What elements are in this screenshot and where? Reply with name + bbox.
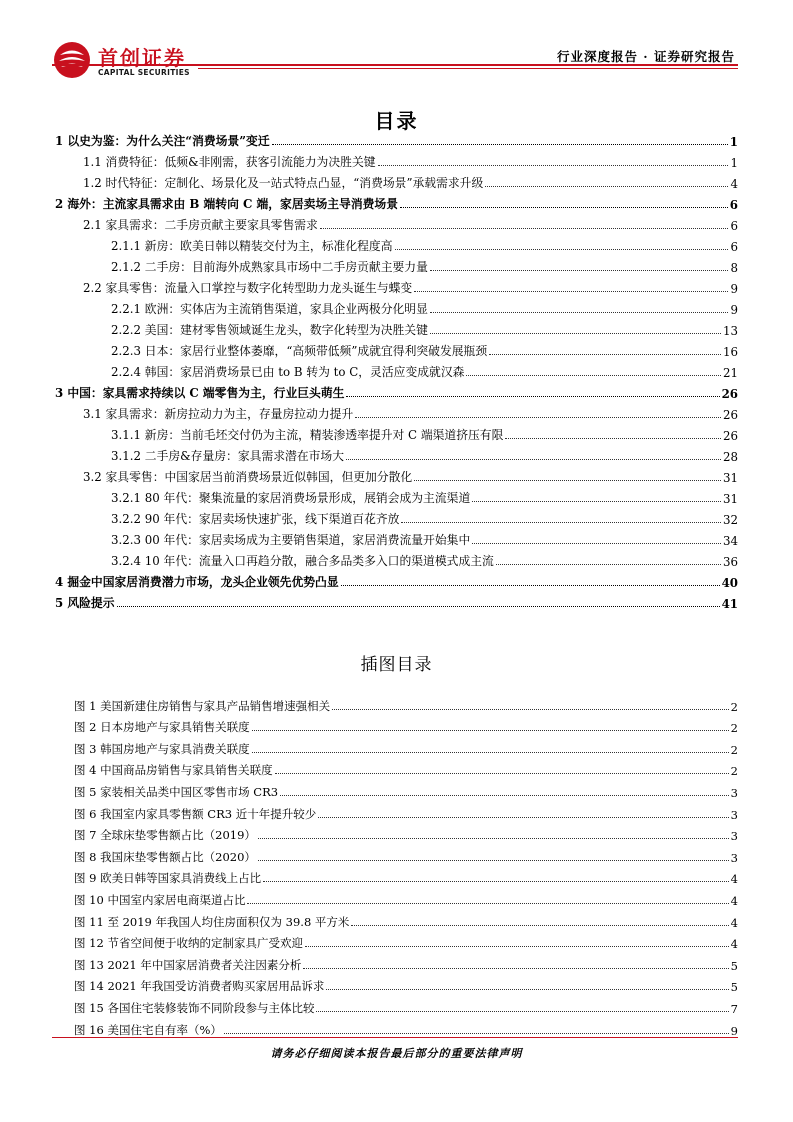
leader-dots [117, 606, 720, 607]
figure-entry-label: 图 9 欧美日韩等国家具消费线上占比 [74, 871, 262, 886]
leader-dots [280, 795, 729, 796]
toc-entry-page: 26 [721, 387, 738, 401]
toc-entry-label: 3.2.4 10 年代：流量入口再趋分散，融合多品类多入口的渠道模式成主流 [111, 554, 494, 568]
figure-entry-label: 图 13 2021 年中国家居消费者关注因素分析 [74, 957, 302, 972]
figure-entry[interactable] [74, 908, 738, 930]
toc-entry-page: 31 [722, 492, 738, 506]
leader-dots [378, 165, 729, 166]
toc-entry-label: 1.1 消费特征：低频&非刚需，获客引流能力为决胜关键 [83, 155, 376, 169]
toc-entry-label: 2.2.2 美国：建材零售领域诞生龙头，数字化转型为决胜关键 [111, 323, 428, 337]
toc-entry-label: 3.2.1 80 年代：聚集流量的家居消费场景形成，展销会成为主流渠道 [111, 491, 471, 505]
figure-entry-page: 3 [730, 829, 738, 844]
toc-entry[interactable] [55, 485, 738, 506]
toc-entry[interactable] [55, 464, 738, 485]
toc-entry-page: 1 [730, 156, 738, 170]
toc-entry-label: 1.2 时代特征：定制化、场景化及一站式特点凸显，“消费场景”承载需求升级 [83, 176, 484, 190]
figure-entry-label: 图 5 家装相关品类中国区零售市场 CR3 [74, 784, 279, 799]
figure-entry-label: 图 12 节省空间便于收纳的定制家具广受欢迎 [74, 936, 303, 951]
figure-entry-page: 4 [730, 915, 738, 930]
leader-dots [332, 709, 729, 710]
figure-entry[interactable] [74, 843, 738, 865]
toc-entry-label: 2.2.3 日本：家居行业整体萎靡，“高频带低频”成就宜得利突破发展瓶颈 [111, 344, 488, 358]
leader-dots [505, 438, 721, 439]
leader-dots [346, 396, 719, 397]
toc-entry[interactable] [55, 275, 738, 296]
figure-entry-page: 2 [730, 721, 738, 736]
toc-entry-label: 3.2.2 90 年代：家居卖场快速扩张，线下渠道百花齐放 [111, 512, 400, 526]
company-logo [52, 40, 232, 80]
leader-dots [341, 585, 720, 586]
leader-dots [258, 838, 729, 839]
table-of-contents [55, 128, 738, 611]
figure-entry-page: 4 [730, 893, 738, 908]
toc-entry[interactable] [55, 380, 738, 401]
toc-entry-page: 28 [722, 450, 738, 464]
toc-entry-label: 3.1.1 新房：当前毛坯交付仍为主流，精装渗透率提升对 C 端渠道挤压有限 [111, 428, 504, 442]
leader-dots [414, 291, 728, 292]
toc-entry-page: 21 [722, 366, 738, 380]
leader-dots [472, 543, 721, 544]
figure-entry-page: 7 [730, 1001, 738, 1016]
toc-entry[interactable] [55, 527, 738, 548]
leader-dots [305, 946, 729, 947]
figure-entry-page: 5 [730, 958, 738, 973]
leader-dots [326, 989, 728, 990]
figure-entry-page: 3 [730, 850, 738, 865]
figure-entry-label: 图 14 2021 年我国受访消费者购买家居用品诉求 [74, 979, 325, 994]
leader-dots [489, 354, 721, 355]
leader-dots [258, 860, 729, 861]
figure-entry[interactable] [74, 973, 738, 995]
toc-entry-page: 13 [722, 324, 738, 338]
toc-entry[interactable] [55, 338, 738, 359]
leader-dots [275, 773, 729, 774]
figure-entry[interactable] [74, 1016, 738, 1038]
header-divider [52, 64, 738, 66]
figure-entry[interactable] [74, 994, 738, 1016]
toc-entry-page: 36 [722, 555, 738, 569]
report-type-tag: 行业深度报告 · 证券研究报告 [556, 49, 735, 64]
toc-entry-page: 8 [730, 261, 738, 275]
leader-dots [316, 1011, 728, 1012]
toc-entry[interactable] [55, 149, 738, 170]
toc-entry[interactable] [55, 212, 738, 233]
figure-entry-page: 4 [730, 937, 738, 952]
toc-entry[interactable] [55, 569, 738, 590]
leader-dots [400, 207, 728, 208]
toc-entry-label: 1 以史为鉴：为什么关注“消费场景”变迁 [55, 134, 270, 148]
figure-entry[interactable] [74, 951, 738, 973]
toc-entry[interactable] [55, 401, 738, 422]
figure-entry-page: 2 [730, 764, 738, 779]
figure-entry-label: 图 4 中国商品房销售与家具销售关联度 [74, 763, 273, 778]
toc-entry-label: 3.2 家具零售：中国家居当前消费场景近似韩国，但更加分散化 [83, 470, 413, 484]
leader-dots [318, 817, 728, 818]
toc-entry[interactable] [55, 254, 738, 275]
toc-entry-label: 3 中国：家具需求持续以 C 端零售为主，行业巨头萌生 [55, 386, 345, 400]
toc-entry-page: 9 [730, 282, 738, 296]
toc-entry-label: 2.1.2 二手房：目前海外成熟家具市场中二手房贡献主要力量 [111, 260, 428, 274]
toc-entry-label: 2.1.1 新房：欧美日韩以精装交付为主，标准化程度高 [111, 239, 393, 253]
toc-entry[interactable] [55, 128, 738, 149]
figure-entry-page: 9 [730, 1023, 738, 1038]
figure-entry-page: 2 [730, 699, 738, 714]
toc-entry-page: 6 [730, 219, 738, 233]
logo-english-name: CAPITAL SECURITIES [98, 68, 190, 77]
leader-dots [320, 228, 729, 229]
toc-entry[interactable] [55, 422, 738, 443]
leader-dots [247, 903, 728, 904]
leader-dots [346, 459, 721, 460]
toc-entry-page: 31 [722, 471, 738, 485]
figure-entry[interactable] [74, 692, 738, 714]
figure-entry-label: 图 15 各国住宅装修装饰不同阶段参与主体比较 [74, 1000, 315, 1015]
figure-entry-label: 图 3 韩国房地产与家具消费关联度 [74, 741, 250, 756]
header-divider-thin [198, 68, 738, 69]
toc-entry-page: 6 [730, 240, 738, 254]
toc-entry[interactable] [55, 506, 738, 527]
figure-entry[interactable] [74, 800, 738, 822]
leader-dots [263, 881, 729, 882]
figure-entry-label: 图 2 日本房地产与家具销售关联度 [74, 720, 250, 735]
toc-entry-label: 3.2.3 00 年代：家居卖场成为主要销售渠道，家居消费流量开始集中 [111, 533, 471, 547]
toc-entry-page: 9 [730, 303, 738, 317]
toc-entry-page: 41 [721, 597, 738, 611]
leader-dots [303, 968, 728, 969]
toc-entry-label: 5 风险提示 [55, 596, 115, 610]
figure-entry-label: 图 6 我国室内家具零售额 CR3 近十年提升较少 [74, 806, 317, 821]
figure-entry-page: 3 [730, 807, 738, 822]
leader-dots [351, 925, 728, 926]
toc-entry-page: 1 [729, 135, 738, 149]
leader-dots [355, 417, 721, 418]
leader-dots [472, 501, 721, 502]
toc-entry[interactable] [55, 191, 738, 212]
toc-entry[interactable] [55, 233, 738, 254]
leader-dots [430, 333, 721, 334]
toc-entry-label: 2.2.4 韩国：家居消费场景已由 to B 转为 to C，灵活应变成就汉森 [111, 365, 465, 379]
toc-entry[interactable] [55, 590, 738, 611]
leader-dots [252, 730, 729, 731]
toc-entry[interactable] [55, 548, 738, 569]
page-header [0, 0, 793, 90]
leader-dots [466, 375, 721, 376]
toc-entry-page: 6 [729, 198, 738, 212]
toc-entry-page: 34 [722, 534, 738, 548]
toc-entry[interactable] [55, 170, 738, 191]
figure-entry-label: 图 10 中国室内家居电商渠道占比 [74, 892, 246, 907]
leader-dots [224, 1033, 729, 1034]
legal-disclaimer: 请务必仔细阅读本报告最后部分的重要法律声明 [270, 1047, 523, 1060]
toc-entry[interactable] [55, 359, 738, 380]
toc-entry[interactable] [55, 443, 738, 464]
figure-list [74, 692, 738, 1038]
leader-dots [414, 480, 721, 481]
toc-entry-label: 2 海外：主流家具需求由 B 端转向 C 端，家居卖场主导消费场景 [55, 197, 399, 211]
figure-entry-label: 图 8 我国床垫零售额占比（2020） [74, 849, 256, 864]
leader-dots [272, 144, 728, 145]
toc-entry-label: 2.2 家具零售：流量入口掌控与数字化转型助力龙头诞生与蝶变 [83, 281, 413, 295]
figure-entry-label: 图 7 全球床垫零售额占比（2019） [74, 828, 256, 843]
figure-entry[interactable] [74, 865, 738, 887]
leader-dots [485, 186, 728, 187]
toc-entry-page: 26 [722, 429, 738, 443]
figure-entry[interactable] [74, 714, 738, 736]
figure-entry[interactable] [74, 822, 738, 844]
toc-entry-label: 2.2.1 欧洲：实体店为主流销售渠道，家具企业两极分化明显 [111, 302, 428, 316]
capital-securities-logo-icon [52, 40, 92, 80]
toc-entry[interactable] [55, 296, 738, 317]
figure-entry[interactable] [74, 886, 738, 908]
leader-dots [252, 752, 729, 753]
figure-entry-label: 图 16 美国住宅自有率（%） [74, 1022, 222, 1037]
toc-entry-label: 3.1.2 二手房&存量房：家具需求潜在市场大 [111, 449, 345, 463]
figure-entry-page: 3 [730, 785, 738, 800]
toc-entry-label: 3.1 家具需求：新房拉动力为主，存量房拉动力提升 [83, 407, 354, 421]
figure-entry[interactable] [74, 930, 738, 952]
figure-entry-label: 图 1 美国新建住房销售与家具产品销售增速强相关 [74, 698, 331, 713]
footer-divider [52, 1037, 738, 1038]
figure-entry-label: 图 11 至 2019 年我国人均住房面积仅为 39.8 平方米 [74, 914, 350, 929]
leader-dots [496, 564, 721, 565]
leader-dots [401, 522, 721, 523]
toc-entry-page: 16 [722, 345, 738, 359]
toc-entry-label: 2.1 家具需求：二手房贡献主要家具零售需求 [83, 218, 318, 232]
toc-title: 目录 [374, 109, 419, 133]
toc-entry-page: 40 [721, 576, 738, 590]
figure-list-title: 插图目录 [360, 655, 433, 675]
toc-entry[interactable] [55, 317, 738, 338]
toc-entry-page: 4 [730, 177, 738, 191]
figure-entry-page: 5 [730, 980, 738, 995]
figure-entry[interactable] [74, 735, 738, 757]
toc-entry-page: 32 [722, 513, 738, 527]
figure-entry-page: 2 [730, 742, 738, 757]
toc-entry-page: 26 [722, 408, 738, 422]
figure-entry-page: 4 [730, 872, 738, 887]
logo-chinese-name: 首创证券 [98, 46, 186, 70]
leader-dots [430, 312, 729, 313]
figure-entry[interactable] [74, 778, 738, 800]
leader-dots [395, 249, 729, 250]
toc-entry-label: 4 掘金中国家居消费潜力市场，龙头企业领先优势凸显 [55, 575, 339, 589]
leader-dots [430, 270, 729, 271]
figure-entry[interactable] [74, 757, 738, 779]
